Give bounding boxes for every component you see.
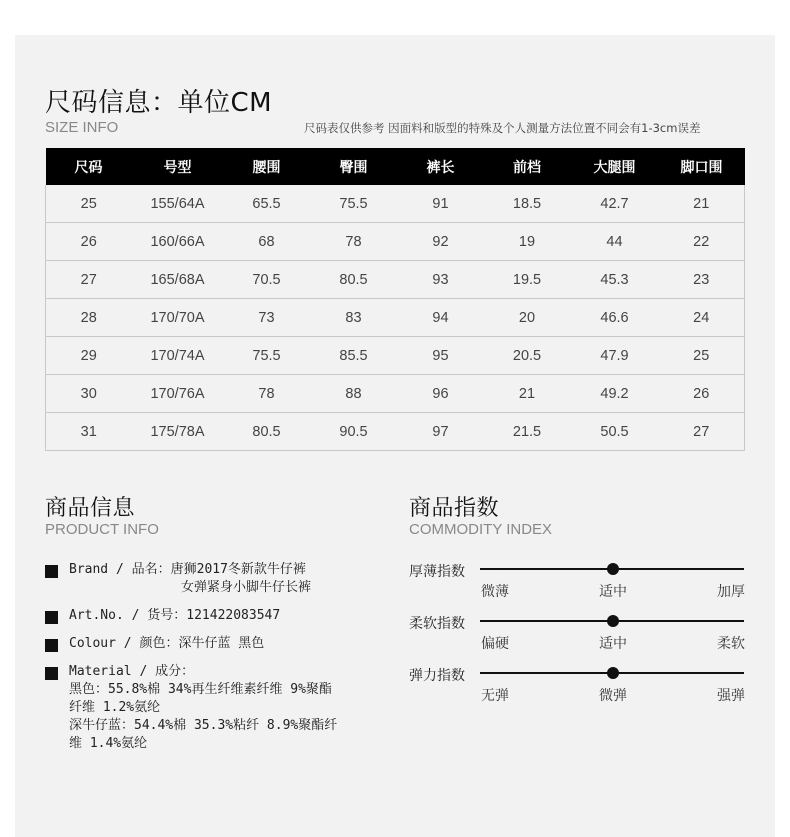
header-hem: 脚口围 (659, 148, 745, 185)
table-cell: 95 (398, 337, 484, 375)
table-cell: 46.6 (571, 299, 659, 337)
table-cell: 21 (484, 375, 571, 413)
table-cell: 83 (310, 299, 398, 337)
table-cell: 31 (46, 413, 132, 451)
table-cell: 88 (310, 375, 398, 413)
table-cell: 78 (224, 375, 310, 413)
size-table-header (46, 148, 745, 185)
colour-line: Colour / 颜色：深牛仔蓝 黑色 (69, 636, 265, 651)
index-tick-label: 微弹 (599, 688, 627, 704)
table-row (46, 223, 745, 261)
material-line: 深牛仔蓝：54.4%棉 35.3%粘纤 8.9%聚酯纤 (69, 718, 338, 733)
header-size: 尺码 (46, 148, 132, 185)
table-cell: 44 (571, 223, 659, 261)
table-cell: 45.3 (571, 261, 659, 299)
size-table (45, 148, 745, 451)
index-label: 厚薄指数 (409, 564, 465, 580)
material-line: 维 1.4%氨纶 (69, 736, 148, 751)
table-cell: 20 (484, 299, 571, 337)
table-cell: 29 (46, 337, 132, 375)
table-cell: 73 (224, 299, 310, 337)
table-row (46, 185, 745, 223)
header-thigh: 大腿围 (571, 148, 659, 185)
commodity-index-subtitle: COMMODITY INDEX (409, 521, 553, 538)
material-line: 黑色：55.8%棉 34%再生纤维素纤维 9%聚酯 (69, 682, 332, 697)
table-row (46, 261, 745, 299)
table-cell: 97 (398, 413, 484, 451)
index-tick-label: 柔软 (717, 636, 745, 652)
product-info-subtitle: PRODUCT INFO (45, 521, 159, 538)
table-cell: 93 (398, 261, 484, 299)
table-cell: 19.5 (484, 261, 571, 299)
bullet-square-icon (45, 667, 58, 680)
table-row (46, 413, 745, 451)
table-row (46, 337, 745, 375)
table-cell: 92 (398, 223, 484, 261)
table-cell: 91 (398, 185, 484, 223)
size-info-title: 尺码信息：单位CM (45, 88, 273, 118)
header-waist: 腰围 (224, 148, 310, 185)
header-length: 裤长 (398, 148, 484, 185)
table-cell: 94 (398, 299, 484, 337)
table-cell: 47.9 (571, 337, 659, 375)
table-row (46, 375, 745, 413)
table-cell: 22 (659, 223, 745, 261)
brand-line-cont: 女弹紧身小脚牛仔长裤 (181, 580, 312, 595)
table-cell: 80.5 (310, 261, 398, 299)
header-hip: 臀围 (310, 148, 398, 185)
table-cell: 30 (46, 375, 132, 413)
table-cell: 170/74A (132, 337, 224, 375)
index-tick-label: 无弹 (481, 688, 509, 704)
table-cell: 28 (46, 299, 132, 337)
table-cell: 50.5 (571, 413, 659, 451)
table-cell: 90.5 (310, 413, 398, 451)
table-cell: 25 (659, 337, 745, 375)
table-cell: 21 (659, 185, 745, 223)
art-no-line: Art.No. / 货号：121422083547 (69, 608, 281, 623)
table-cell: 165/68A (132, 261, 224, 299)
index-tick-label: 适中 (599, 584, 627, 600)
table-cell: 175/78A (132, 413, 224, 451)
material-label: Material / 成分： (69, 664, 195, 679)
material-line: 纤维 1.2%氨纶 (69, 700, 161, 715)
table-cell: 26 (659, 375, 745, 413)
table-cell: 170/70A (132, 299, 224, 337)
table-cell: 27 (659, 413, 745, 451)
table-cell: 75.5 (224, 337, 310, 375)
header-front-rise: 前档 (484, 148, 571, 185)
table-cell: 42.7 (571, 185, 659, 223)
table-cell: 80.5 (224, 413, 310, 451)
table-cell: 160/66A (132, 223, 224, 261)
table-cell: 24 (659, 299, 745, 337)
index-label: 弹力指数 (409, 668, 465, 684)
bullet-square-icon (45, 565, 58, 578)
table-cell: 170/76A (132, 375, 224, 413)
index-tick-label: 加厚 (717, 584, 745, 600)
size-note: 尺码表仅供参考 因面料和版型的特殊及个人测量方法位置不同会有1-3cm误差 (304, 121, 701, 135)
size-info-subtitle: SIZE INFO (45, 119, 119, 136)
table-cell: 65.5 (224, 185, 310, 223)
table-cell: 78 (310, 223, 398, 261)
brand-line: Brand / 品名：唐狮2017冬新款牛仔裤 (69, 562, 306, 577)
table-cell: 70.5 (224, 261, 310, 299)
table-cell: 75.5 (310, 185, 398, 223)
table-cell: 96 (398, 375, 484, 413)
header-model: 号型 (132, 148, 224, 185)
index-tick-label: 适中 (599, 636, 627, 652)
product-info-title: 商品信息 (45, 496, 136, 521)
table-cell: 27 (46, 261, 132, 299)
index-tick-label: 偏硬 (481, 636, 509, 652)
bullet-square-icon (45, 639, 58, 652)
table-cell: 49.2 (571, 375, 659, 413)
table-cell: 23 (659, 261, 745, 299)
table-row (46, 299, 745, 337)
table-cell: 21.5 (484, 413, 571, 451)
table-cell: 26 (46, 223, 132, 261)
table-cell: 68 (224, 223, 310, 261)
table-cell: 20.5 (484, 337, 571, 375)
table-cell: 18.5 (484, 185, 571, 223)
table-cell: 25 (46, 185, 132, 223)
table-cell: 19 (484, 223, 571, 261)
table-cell: 155/64A (132, 185, 224, 223)
index-tick-label: 强弹 (717, 688, 745, 704)
index-label: 柔软指数 (409, 616, 465, 632)
commodity-index-title: 商品指数 (409, 496, 500, 521)
index-tick-label: 微薄 (481, 584, 509, 600)
table-cell: 85.5 (310, 337, 398, 375)
bullet-square-icon (45, 611, 58, 624)
